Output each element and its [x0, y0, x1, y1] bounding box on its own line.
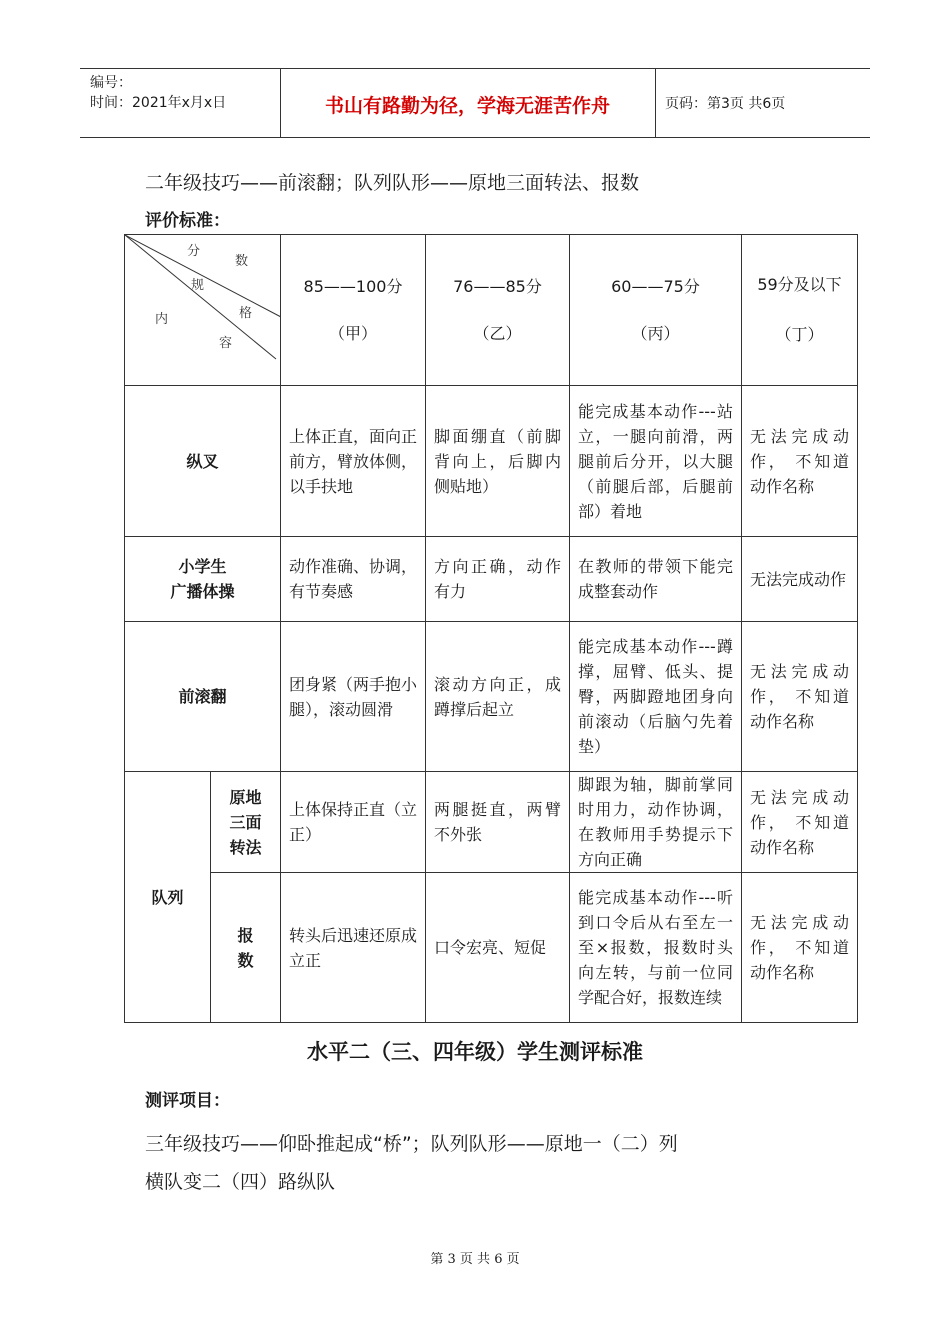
table-cell: 脚面绷直（前脚背向上，后脚内侧贴地） — [426, 386, 570, 537]
grade-header — [570, 235, 742, 386]
table-cell: 能完成基本动作---蹲撑，屈臂、低头、提臀，两脚蹬地团身向前滚动（后脑勺先着垫） — [570, 622, 742, 772]
items-label: 测评项目： — [145, 1091, 230, 1111]
table-cell: 无法完成动作， 不知道动作名称 — [742, 386, 858, 537]
table-cell: 在教师的带领下能完成整套动作 — [570, 537, 742, 622]
number-label: 编号： — [90, 75, 132, 91]
table-cell: 上体正直，面向正前方，臂放体侧，以手扶地 — [281, 386, 426, 537]
table-cell: 口令宏亮、短促 — [426, 873, 570, 1023]
table-cell: 脚跟为轴，脚前掌同时用力，动作协调，在教师用手势提示下方向正确 — [570, 772, 742, 873]
row-label-line: 广播体操 — [170, 582, 235, 601]
grade-header — [742, 235, 858, 386]
table-cell: 滚动方向正，成蹲撑后起立 — [426, 622, 570, 772]
sub-row-label: 报数 — [211, 873, 281, 1023]
header-motto: 书山有路勤为径，学海无涯苦作舟 — [324, 95, 610, 117]
header-page-label: 页码：第3页 共6页 — [665, 96, 786, 112]
sub-row-label: 原地三面转法 — [211, 772, 281, 873]
diag-label: 数 — [235, 254, 249, 269]
intro-line: 二年级技巧——前滚翻；队列队形——原地三面转法、报数 — [145, 172, 640, 194]
grade-range: 85——100分 — [303, 277, 403, 296]
diagonal-header-cell — [125, 235, 281, 386]
diag-label: 格 — [239, 306, 253, 321]
items-paragraph — [145, 1125, 825, 1201]
diag-label: 分 — [187, 244, 201, 259]
table-cell: 无法完成动作 — [742, 537, 858, 622]
table-cell: 能完成基本动作---站立，一腿向前滑，两腿前后分开，以大腿（前腿后部，后腿前部）着地 — [570, 386, 742, 537]
diag-label: 内 — [155, 312, 169, 327]
table-cell: 两腿挺直，两臂不外张 — [426, 772, 570, 873]
row-label: 纵叉 — [125, 386, 281, 537]
grade-range: 76——85分 — [453, 277, 542, 296]
page-header — [80, 68, 870, 138]
table-cell: 团身紧（两手抱小腿），滚动圆滑 — [281, 622, 426, 772]
diagonal-lines — [125, 235, 281, 385]
paragraph-line: 横队变二（四）路纵队 — [145, 1171, 336, 1193]
section-title: 水平二（三、四年级）学生测评标准 — [307, 1040, 643, 1064]
header-divider — [655, 69, 656, 137]
table-cell: 上体保持正直（立正） — [281, 772, 426, 873]
table-cell: 无法完成动作， 不知道动作名称 — [742, 873, 858, 1023]
criteria-label: 评价标准： — [145, 211, 230, 231]
grade-level: （乙） — [473, 324, 522, 343]
row-label-line: 小学生 — [178, 557, 227, 576]
diag-label: 容 — [219, 336, 233, 351]
table-cell: 无法完成动作， 不知道动作名称 — [742, 772, 858, 873]
table-row — [125, 622, 858, 772]
table-row — [125, 386, 858, 537]
table-row — [125, 537, 858, 622]
table-cell: 无法完成动作， 不知道动作名称 — [742, 622, 858, 772]
page-footer: 第 3 页 共 6 页 — [430, 1252, 520, 1267]
paragraph-line: 三年级技巧——仰卧推起成“桥”；队列队形——原地一（二）列 — [145, 1133, 678, 1155]
table-row — [125, 772, 858, 873]
grade-level: （甲） — [328, 324, 377, 343]
table-cell: 动作准确、协调，有节奏感 — [281, 537, 426, 622]
table-cell: 转头后迅速还原成立正 — [281, 873, 426, 1023]
grade-range: 60——75分 — [611, 277, 700, 296]
header-meta — [90, 73, 226, 113]
grade-header — [426, 235, 570, 386]
date-label: 时间：2021年x月x日 — [90, 95, 227, 111]
grade-range: 59分及以下 — [757, 275, 842, 294]
grade-level: （丁） — [775, 325, 824, 344]
table-cell: 能完成基本动作---听到口令后从右至左一至×报数，报数时头向左转，与前一位同学配合好，报数连续 — [570, 873, 742, 1023]
row-label: 前滚翻 — [125, 622, 281, 772]
grade-level: （丙） — [631, 324, 680, 343]
row-label: 队列 — [125, 772, 211, 1023]
row-label — [125, 537, 281, 622]
table-header-row — [125, 235, 858, 386]
grade-header — [281, 235, 426, 386]
table-row — [125, 873, 858, 1023]
diag-label: 规 — [191, 278, 205, 293]
table-cell: 方向正确，动作有力 — [426, 537, 570, 622]
evaluation-table — [124, 234, 858, 1023]
